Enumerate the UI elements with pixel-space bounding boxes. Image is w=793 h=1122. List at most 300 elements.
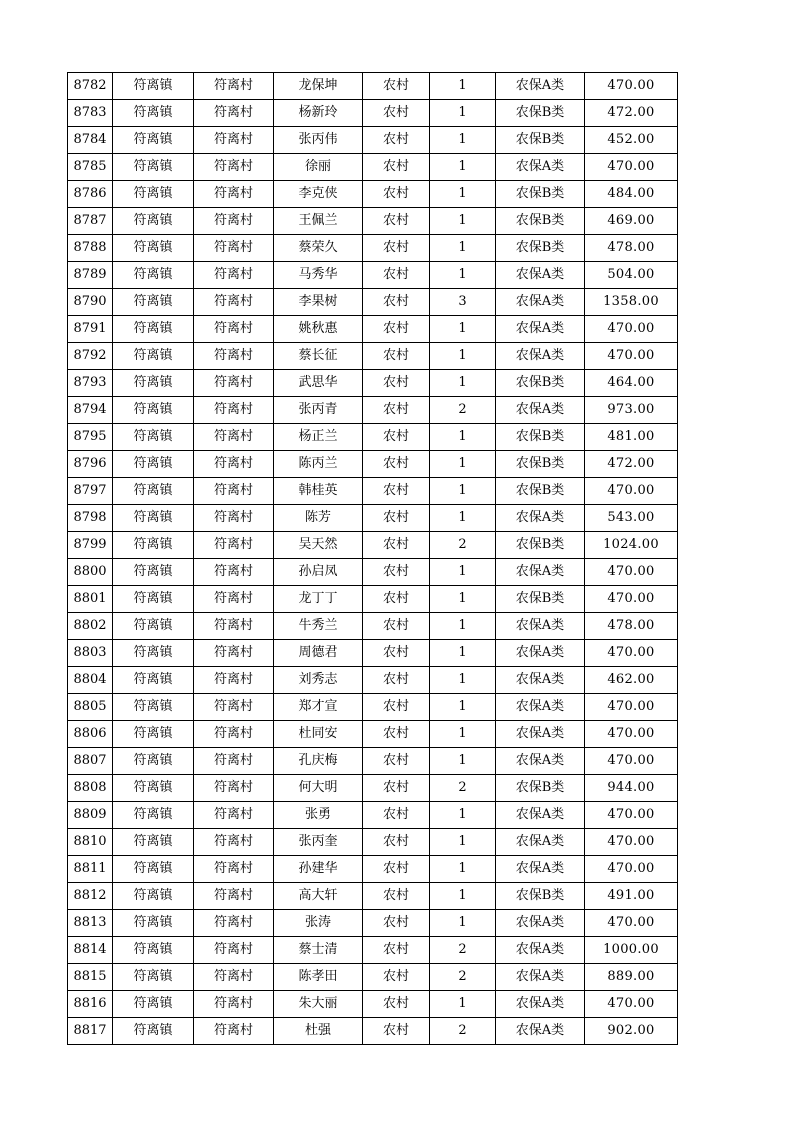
village-cell: 符离村 bbox=[194, 478, 274, 505]
town-cell: 符离镇 bbox=[113, 991, 194, 1018]
village-cell: 符离村 bbox=[194, 1018, 274, 1045]
town-cell: 符离镇 bbox=[113, 532, 194, 559]
record-number-cell: 8801 bbox=[68, 586, 113, 613]
insurance-category-cell: 农保B类 bbox=[496, 100, 585, 127]
village-cell: 符离村 bbox=[194, 640, 274, 667]
amount-cell: 1000.00 bbox=[585, 937, 678, 964]
village-cell: 符离村 bbox=[194, 73, 274, 100]
amount-cell: 1024.00 bbox=[585, 532, 678, 559]
area-type-cell: 农村 bbox=[363, 748, 430, 775]
household-size-cell: 1 bbox=[430, 829, 496, 856]
household-size-cell: 1 bbox=[430, 748, 496, 775]
record-number-cell: 8789 bbox=[68, 262, 113, 289]
table-row bbox=[68, 1018, 678, 1045]
area-type-cell: 农村 bbox=[363, 370, 430, 397]
amount-cell: 472.00 bbox=[585, 100, 678, 127]
village-cell: 符离村 bbox=[194, 100, 274, 127]
town-cell: 符离镇 bbox=[113, 424, 194, 451]
town-cell: 符离镇 bbox=[113, 100, 194, 127]
table-row bbox=[68, 316, 678, 343]
table-row bbox=[68, 451, 678, 478]
village-cell: 符离村 bbox=[194, 370, 274, 397]
insurance-category-cell: 农保A类 bbox=[496, 667, 585, 694]
village-cell: 符离村 bbox=[194, 424, 274, 451]
area-type-cell: 农村 bbox=[363, 694, 430, 721]
record-number-cell: 8816 bbox=[68, 991, 113, 1018]
insurance-category-cell: 农保B类 bbox=[496, 775, 585, 802]
village-cell: 符离村 bbox=[194, 451, 274, 478]
village-cell: 符离村 bbox=[194, 181, 274, 208]
record-number-cell: 8790 bbox=[68, 289, 113, 316]
town-cell: 符离镇 bbox=[113, 694, 194, 721]
insurance-category-cell: 农保A类 bbox=[496, 640, 585, 667]
record-number-cell: 8804 bbox=[68, 667, 113, 694]
town-cell: 符离镇 bbox=[113, 343, 194, 370]
village-cell: 符离村 bbox=[194, 289, 274, 316]
name-cell: 孔庆梅 bbox=[274, 748, 363, 775]
town-cell: 符离镇 bbox=[113, 208, 194, 235]
insurance-category-cell: 农保A类 bbox=[496, 721, 585, 748]
town-cell: 符离镇 bbox=[113, 181, 194, 208]
table-row bbox=[68, 964, 678, 991]
record-number-cell: 8815 bbox=[68, 964, 113, 991]
table-row bbox=[68, 235, 678, 262]
village-cell: 符离村 bbox=[194, 667, 274, 694]
amount-cell: 470.00 bbox=[585, 856, 678, 883]
household-size-cell: 1 bbox=[430, 343, 496, 370]
name-cell: 陈孝田 bbox=[274, 964, 363, 991]
village-cell: 符离村 bbox=[194, 343, 274, 370]
insurance-category-cell: 农保B类 bbox=[496, 208, 585, 235]
record-number-cell: 8809 bbox=[68, 802, 113, 829]
town-cell: 符离镇 bbox=[113, 316, 194, 343]
area-type-cell: 农村 bbox=[363, 181, 430, 208]
record-number-cell: 8814 bbox=[68, 937, 113, 964]
area-type-cell: 农村 bbox=[363, 424, 430, 451]
village-cell: 符离村 bbox=[194, 694, 274, 721]
area-type-cell: 农村 bbox=[363, 910, 430, 937]
record-number-cell: 8808 bbox=[68, 775, 113, 802]
insurance-category-cell: 农保B类 bbox=[496, 370, 585, 397]
name-cell: 杜同安 bbox=[274, 721, 363, 748]
insurance-category-cell: 农保B类 bbox=[496, 127, 585, 154]
town-cell: 符离镇 bbox=[113, 73, 194, 100]
village-cell: 符离村 bbox=[194, 127, 274, 154]
insurance-category-cell: 农保B类 bbox=[496, 883, 585, 910]
area-type-cell: 农村 bbox=[363, 640, 430, 667]
name-cell: 蔡荣久 bbox=[274, 235, 363, 262]
insurance-category-cell: 农保B类 bbox=[496, 424, 585, 451]
town-cell: 符离镇 bbox=[113, 829, 194, 856]
town-cell: 符离镇 bbox=[113, 964, 194, 991]
town-cell: 符离镇 bbox=[113, 289, 194, 316]
insurance-category-cell: 农保B类 bbox=[496, 181, 585, 208]
name-cell: 刘秀志 bbox=[274, 667, 363, 694]
area-type-cell: 农村 bbox=[363, 154, 430, 181]
town-cell: 符离镇 bbox=[113, 613, 194, 640]
amount-cell: 472.00 bbox=[585, 451, 678, 478]
village-cell: 符离村 bbox=[194, 586, 274, 613]
area-type-cell: 农村 bbox=[363, 883, 430, 910]
record-number-cell: 8786 bbox=[68, 181, 113, 208]
area-type-cell: 农村 bbox=[363, 775, 430, 802]
table-row bbox=[68, 559, 678, 586]
name-cell: 陈芳 bbox=[274, 505, 363, 532]
household-size-cell: 1 bbox=[430, 613, 496, 640]
table-row bbox=[68, 262, 678, 289]
name-cell: 武思华 bbox=[274, 370, 363, 397]
record-number-cell: 8799 bbox=[68, 532, 113, 559]
table-row bbox=[68, 991, 678, 1018]
record-number-cell: 8800 bbox=[68, 559, 113, 586]
town-cell: 符离镇 bbox=[113, 910, 194, 937]
household-size-cell: 1 bbox=[430, 667, 496, 694]
household-size-cell: 2 bbox=[430, 937, 496, 964]
table-row bbox=[68, 856, 678, 883]
table-row bbox=[68, 532, 678, 559]
record-number-cell: 8806 bbox=[68, 721, 113, 748]
area-type-cell: 农村 bbox=[363, 802, 430, 829]
household-size-cell: 2 bbox=[430, 397, 496, 424]
household-size-cell: 1 bbox=[430, 991, 496, 1018]
village-cell: 符离村 bbox=[194, 235, 274, 262]
insurance-category-cell: 农保A类 bbox=[496, 964, 585, 991]
village-cell: 符离村 bbox=[194, 721, 274, 748]
household-size-cell: 1 bbox=[430, 73, 496, 100]
town-cell: 符离镇 bbox=[113, 262, 194, 289]
table-row bbox=[68, 910, 678, 937]
amount-cell: 464.00 bbox=[585, 370, 678, 397]
village-cell: 符离村 bbox=[194, 802, 274, 829]
area-type-cell: 农村 bbox=[363, 478, 430, 505]
town-cell: 符离镇 bbox=[113, 451, 194, 478]
village-cell: 符离村 bbox=[194, 937, 274, 964]
insurance-category-cell: 农保A类 bbox=[496, 910, 585, 937]
table-row bbox=[68, 748, 678, 775]
household-size-cell: 1 bbox=[430, 235, 496, 262]
village-cell: 符离村 bbox=[194, 964, 274, 991]
amount-cell: 452.00 bbox=[585, 127, 678, 154]
name-cell: 陈丙兰 bbox=[274, 451, 363, 478]
town-cell: 符离镇 bbox=[113, 937, 194, 964]
town-cell: 符离镇 bbox=[113, 505, 194, 532]
household-size-cell: 1 bbox=[430, 181, 496, 208]
table-row bbox=[68, 289, 678, 316]
amount-cell: 470.00 bbox=[585, 991, 678, 1018]
insurance-category-cell: 农保A类 bbox=[496, 694, 585, 721]
table-row bbox=[68, 478, 678, 505]
area-type-cell: 农村 bbox=[363, 262, 430, 289]
town-cell: 符离镇 bbox=[113, 586, 194, 613]
amount-cell: 1358.00 bbox=[585, 289, 678, 316]
table-row bbox=[68, 424, 678, 451]
amount-cell: 470.00 bbox=[585, 910, 678, 937]
household-size-cell: 1 bbox=[430, 640, 496, 667]
area-type-cell: 农村 bbox=[363, 532, 430, 559]
household-size-cell: 1 bbox=[430, 721, 496, 748]
household-size-cell: 1 bbox=[430, 208, 496, 235]
household-size-cell: 1 bbox=[430, 856, 496, 883]
amount-cell: 478.00 bbox=[585, 235, 678, 262]
name-cell: 孙建华 bbox=[274, 856, 363, 883]
area-type-cell: 农村 bbox=[363, 73, 430, 100]
town-cell: 符离镇 bbox=[113, 478, 194, 505]
name-cell: 何大明 bbox=[274, 775, 363, 802]
table-row bbox=[68, 208, 678, 235]
amount-cell: 462.00 bbox=[585, 667, 678, 694]
village-cell: 符离村 bbox=[194, 532, 274, 559]
area-type-cell: 农村 bbox=[363, 316, 430, 343]
insurance-category-cell: 农保B类 bbox=[496, 532, 585, 559]
record-number-cell: 8785 bbox=[68, 154, 113, 181]
household-size-cell: 1 bbox=[430, 100, 496, 127]
record-number-cell: 8802 bbox=[68, 613, 113, 640]
amount-cell: 944.00 bbox=[585, 775, 678, 802]
area-type-cell: 农村 bbox=[363, 586, 430, 613]
record-number-cell: 8783 bbox=[68, 100, 113, 127]
amount-cell: 469.00 bbox=[585, 208, 678, 235]
name-cell: 杨新玲 bbox=[274, 100, 363, 127]
relief-roster-table bbox=[67, 72, 678, 1045]
record-number-cell: 8812 bbox=[68, 883, 113, 910]
amount-cell: 973.00 bbox=[585, 397, 678, 424]
table-row bbox=[68, 613, 678, 640]
household-size-cell: 1 bbox=[430, 802, 496, 829]
table-row bbox=[68, 397, 678, 424]
village-cell: 符离村 bbox=[194, 397, 274, 424]
amount-cell: 470.00 bbox=[585, 478, 678, 505]
village-cell: 符离村 bbox=[194, 613, 274, 640]
town-cell: 符离镇 bbox=[113, 775, 194, 802]
insurance-category-cell: 农保A类 bbox=[496, 262, 585, 289]
town-cell: 符离镇 bbox=[113, 370, 194, 397]
name-cell: 李克侠 bbox=[274, 181, 363, 208]
record-number-cell: 8791 bbox=[68, 316, 113, 343]
name-cell: 姚秋惠 bbox=[274, 316, 363, 343]
amount-cell: 470.00 bbox=[585, 316, 678, 343]
household-size-cell: 1 bbox=[430, 505, 496, 532]
name-cell: 孙启凤 bbox=[274, 559, 363, 586]
insurance-category-cell: 农保A类 bbox=[496, 316, 585, 343]
table-row bbox=[68, 100, 678, 127]
household-size-cell: 1 bbox=[430, 127, 496, 154]
insurance-category-cell: 农保A类 bbox=[496, 73, 585, 100]
record-number-cell: 8788 bbox=[68, 235, 113, 262]
insurance-category-cell: 农保A类 bbox=[496, 289, 585, 316]
record-number-cell: 8792 bbox=[68, 343, 113, 370]
amount-cell: 470.00 bbox=[585, 154, 678, 181]
area-type-cell: 农村 bbox=[363, 397, 430, 424]
amount-cell: 470.00 bbox=[585, 559, 678, 586]
amount-cell: 470.00 bbox=[585, 802, 678, 829]
village-cell: 符离村 bbox=[194, 775, 274, 802]
table-row bbox=[68, 937, 678, 964]
village-cell: 符离村 bbox=[194, 883, 274, 910]
town-cell: 符离镇 bbox=[113, 127, 194, 154]
record-number-cell: 8803 bbox=[68, 640, 113, 667]
amount-cell: 504.00 bbox=[585, 262, 678, 289]
insurance-category-cell: 农保A类 bbox=[496, 748, 585, 775]
area-type-cell: 农村 bbox=[363, 235, 430, 262]
town-cell: 符离镇 bbox=[113, 640, 194, 667]
amount-cell: 470.00 bbox=[585, 343, 678, 370]
insurance-category-cell: 农保B类 bbox=[496, 478, 585, 505]
household-size-cell: 1 bbox=[430, 154, 496, 181]
record-number-cell: 8798 bbox=[68, 505, 113, 532]
household-size-cell: 1 bbox=[430, 262, 496, 289]
insurance-category-cell: 农保B类 bbox=[496, 235, 585, 262]
household-size-cell: 1 bbox=[430, 883, 496, 910]
area-type-cell: 农村 bbox=[363, 964, 430, 991]
area-type-cell: 农村 bbox=[363, 343, 430, 370]
record-number-cell: 8805 bbox=[68, 694, 113, 721]
household-size-cell: 1 bbox=[430, 694, 496, 721]
name-cell: 李果树 bbox=[274, 289, 363, 316]
area-type-cell: 农村 bbox=[363, 937, 430, 964]
amount-cell: 543.00 bbox=[585, 505, 678, 532]
name-cell: 杨正兰 bbox=[274, 424, 363, 451]
name-cell: 郑才宣 bbox=[274, 694, 363, 721]
name-cell: 马秀华 bbox=[274, 262, 363, 289]
name-cell: 龙保坤 bbox=[274, 73, 363, 100]
area-type-cell: 农村 bbox=[363, 667, 430, 694]
name-cell: 杜强 bbox=[274, 1018, 363, 1045]
insurance-category-cell: 农保A类 bbox=[496, 343, 585, 370]
name-cell: 高大轩 bbox=[274, 883, 363, 910]
area-type-cell: 农村 bbox=[363, 613, 430, 640]
town-cell: 符离镇 bbox=[113, 856, 194, 883]
insurance-category-cell: 农保A类 bbox=[496, 559, 585, 586]
table-row bbox=[68, 586, 678, 613]
amount-cell: 478.00 bbox=[585, 613, 678, 640]
household-size-cell: 1 bbox=[430, 316, 496, 343]
village-cell: 符离村 bbox=[194, 991, 274, 1018]
household-size-cell: 1 bbox=[430, 451, 496, 478]
record-number-cell: 8807 bbox=[68, 748, 113, 775]
town-cell: 符离镇 bbox=[113, 748, 194, 775]
name-cell: 牛秀兰 bbox=[274, 613, 363, 640]
name-cell: 吴天然 bbox=[274, 532, 363, 559]
household-size-cell: 2 bbox=[430, 532, 496, 559]
table-row bbox=[68, 802, 678, 829]
amount-cell: 470.00 bbox=[585, 73, 678, 100]
household-size-cell: 1 bbox=[430, 424, 496, 451]
area-type-cell: 农村 bbox=[363, 127, 430, 154]
record-number-cell: 8813 bbox=[68, 910, 113, 937]
name-cell: 龙丁丁 bbox=[274, 586, 363, 613]
household-size-cell: 1 bbox=[430, 559, 496, 586]
name-cell: 周德君 bbox=[274, 640, 363, 667]
insurance-category-cell: 农保A类 bbox=[496, 505, 585, 532]
household-size-cell: 1 bbox=[430, 370, 496, 397]
village-cell: 符离村 bbox=[194, 208, 274, 235]
name-cell: 朱大丽 bbox=[274, 991, 363, 1018]
amount-cell: 470.00 bbox=[585, 829, 678, 856]
town-cell: 符离镇 bbox=[113, 667, 194, 694]
insurance-category-cell: 农保B类 bbox=[496, 451, 585, 478]
household-size-cell: 2 bbox=[430, 1018, 496, 1045]
area-type-cell: 农村 bbox=[363, 856, 430, 883]
table-row bbox=[68, 370, 678, 397]
area-type-cell: 农村 bbox=[363, 559, 430, 586]
household-size-cell: 1 bbox=[430, 478, 496, 505]
town-cell: 符离镇 bbox=[113, 154, 194, 181]
household-size-cell: 3 bbox=[430, 289, 496, 316]
name-cell: 张勇 bbox=[274, 802, 363, 829]
insurance-category-cell: 农保A类 bbox=[496, 1018, 585, 1045]
town-cell: 符离镇 bbox=[113, 802, 194, 829]
village-cell: 符离村 bbox=[194, 262, 274, 289]
town-cell: 符离镇 bbox=[113, 235, 194, 262]
amount-cell: 470.00 bbox=[585, 640, 678, 667]
table-row bbox=[68, 505, 678, 532]
amount-cell: 470.00 bbox=[585, 748, 678, 775]
insurance-category-cell: 农保A类 bbox=[496, 613, 585, 640]
table-row bbox=[68, 721, 678, 748]
name-cell: 徐丽 bbox=[274, 154, 363, 181]
insurance-category-cell: 农保A类 bbox=[496, 397, 585, 424]
town-cell: 符离镇 bbox=[113, 397, 194, 424]
record-number-cell: 8793 bbox=[68, 370, 113, 397]
name-cell: 蔡长征 bbox=[274, 343, 363, 370]
area-type-cell: 农村 bbox=[363, 991, 430, 1018]
record-number-cell: 8794 bbox=[68, 397, 113, 424]
insurance-category-cell: 农保B类 bbox=[496, 586, 585, 613]
record-number-cell: 8811 bbox=[68, 856, 113, 883]
amount-cell: 491.00 bbox=[585, 883, 678, 910]
table-row bbox=[68, 127, 678, 154]
table-body bbox=[68, 73, 678, 1045]
insurance-category-cell: 农保A类 bbox=[496, 802, 585, 829]
amount-cell: 481.00 bbox=[585, 424, 678, 451]
town-cell: 符离镇 bbox=[113, 559, 194, 586]
insurance-category-cell: 农保A类 bbox=[496, 856, 585, 883]
amount-cell: 484.00 bbox=[585, 181, 678, 208]
area-type-cell: 农村 bbox=[363, 100, 430, 127]
household-size-cell: 2 bbox=[430, 964, 496, 991]
amount-cell: 470.00 bbox=[585, 694, 678, 721]
household-size-cell: 1 bbox=[430, 586, 496, 613]
record-number-cell: 8796 bbox=[68, 451, 113, 478]
household-size-cell: 2 bbox=[430, 775, 496, 802]
village-cell: 符离村 bbox=[194, 829, 274, 856]
name-cell: 王佩兰 bbox=[274, 208, 363, 235]
village-cell: 符离村 bbox=[194, 154, 274, 181]
household-size-cell: 1 bbox=[430, 910, 496, 937]
name-cell: 张丙奎 bbox=[274, 829, 363, 856]
town-cell: 符离镇 bbox=[113, 1018, 194, 1045]
table-row bbox=[68, 775, 678, 802]
amount-cell: 470.00 bbox=[585, 586, 678, 613]
village-cell: 符离村 bbox=[194, 910, 274, 937]
record-number-cell: 8810 bbox=[68, 829, 113, 856]
name-cell: 张丙伟 bbox=[274, 127, 363, 154]
town-cell: 符离镇 bbox=[113, 721, 194, 748]
amount-cell: 902.00 bbox=[585, 1018, 678, 1045]
area-type-cell: 农村 bbox=[363, 289, 430, 316]
record-number-cell: 8782 bbox=[68, 73, 113, 100]
table-row bbox=[68, 343, 678, 370]
name-cell: 张涛 bbox=[274, 910, 363, 937]
insurance-category-cell: 农保A类 bbox=[496, 991, 585, 1018]
record-number-cell: 8797 bbox=[68, 478, 113, 505]
amount-cell: 889.00 bbox=[585, 964, 678, 991]
village-cell: 符离村 bbox=[194, 316, 274, 343]
area-type-cell: 农村 bbox=[363, 208, 430, 235]
table-row bbox=[68, 181, 678, 208]
village-cell: 符离村 bbox=[194, 559, 274, 586]
table-row bbox=[68, 883, 678, 910]
